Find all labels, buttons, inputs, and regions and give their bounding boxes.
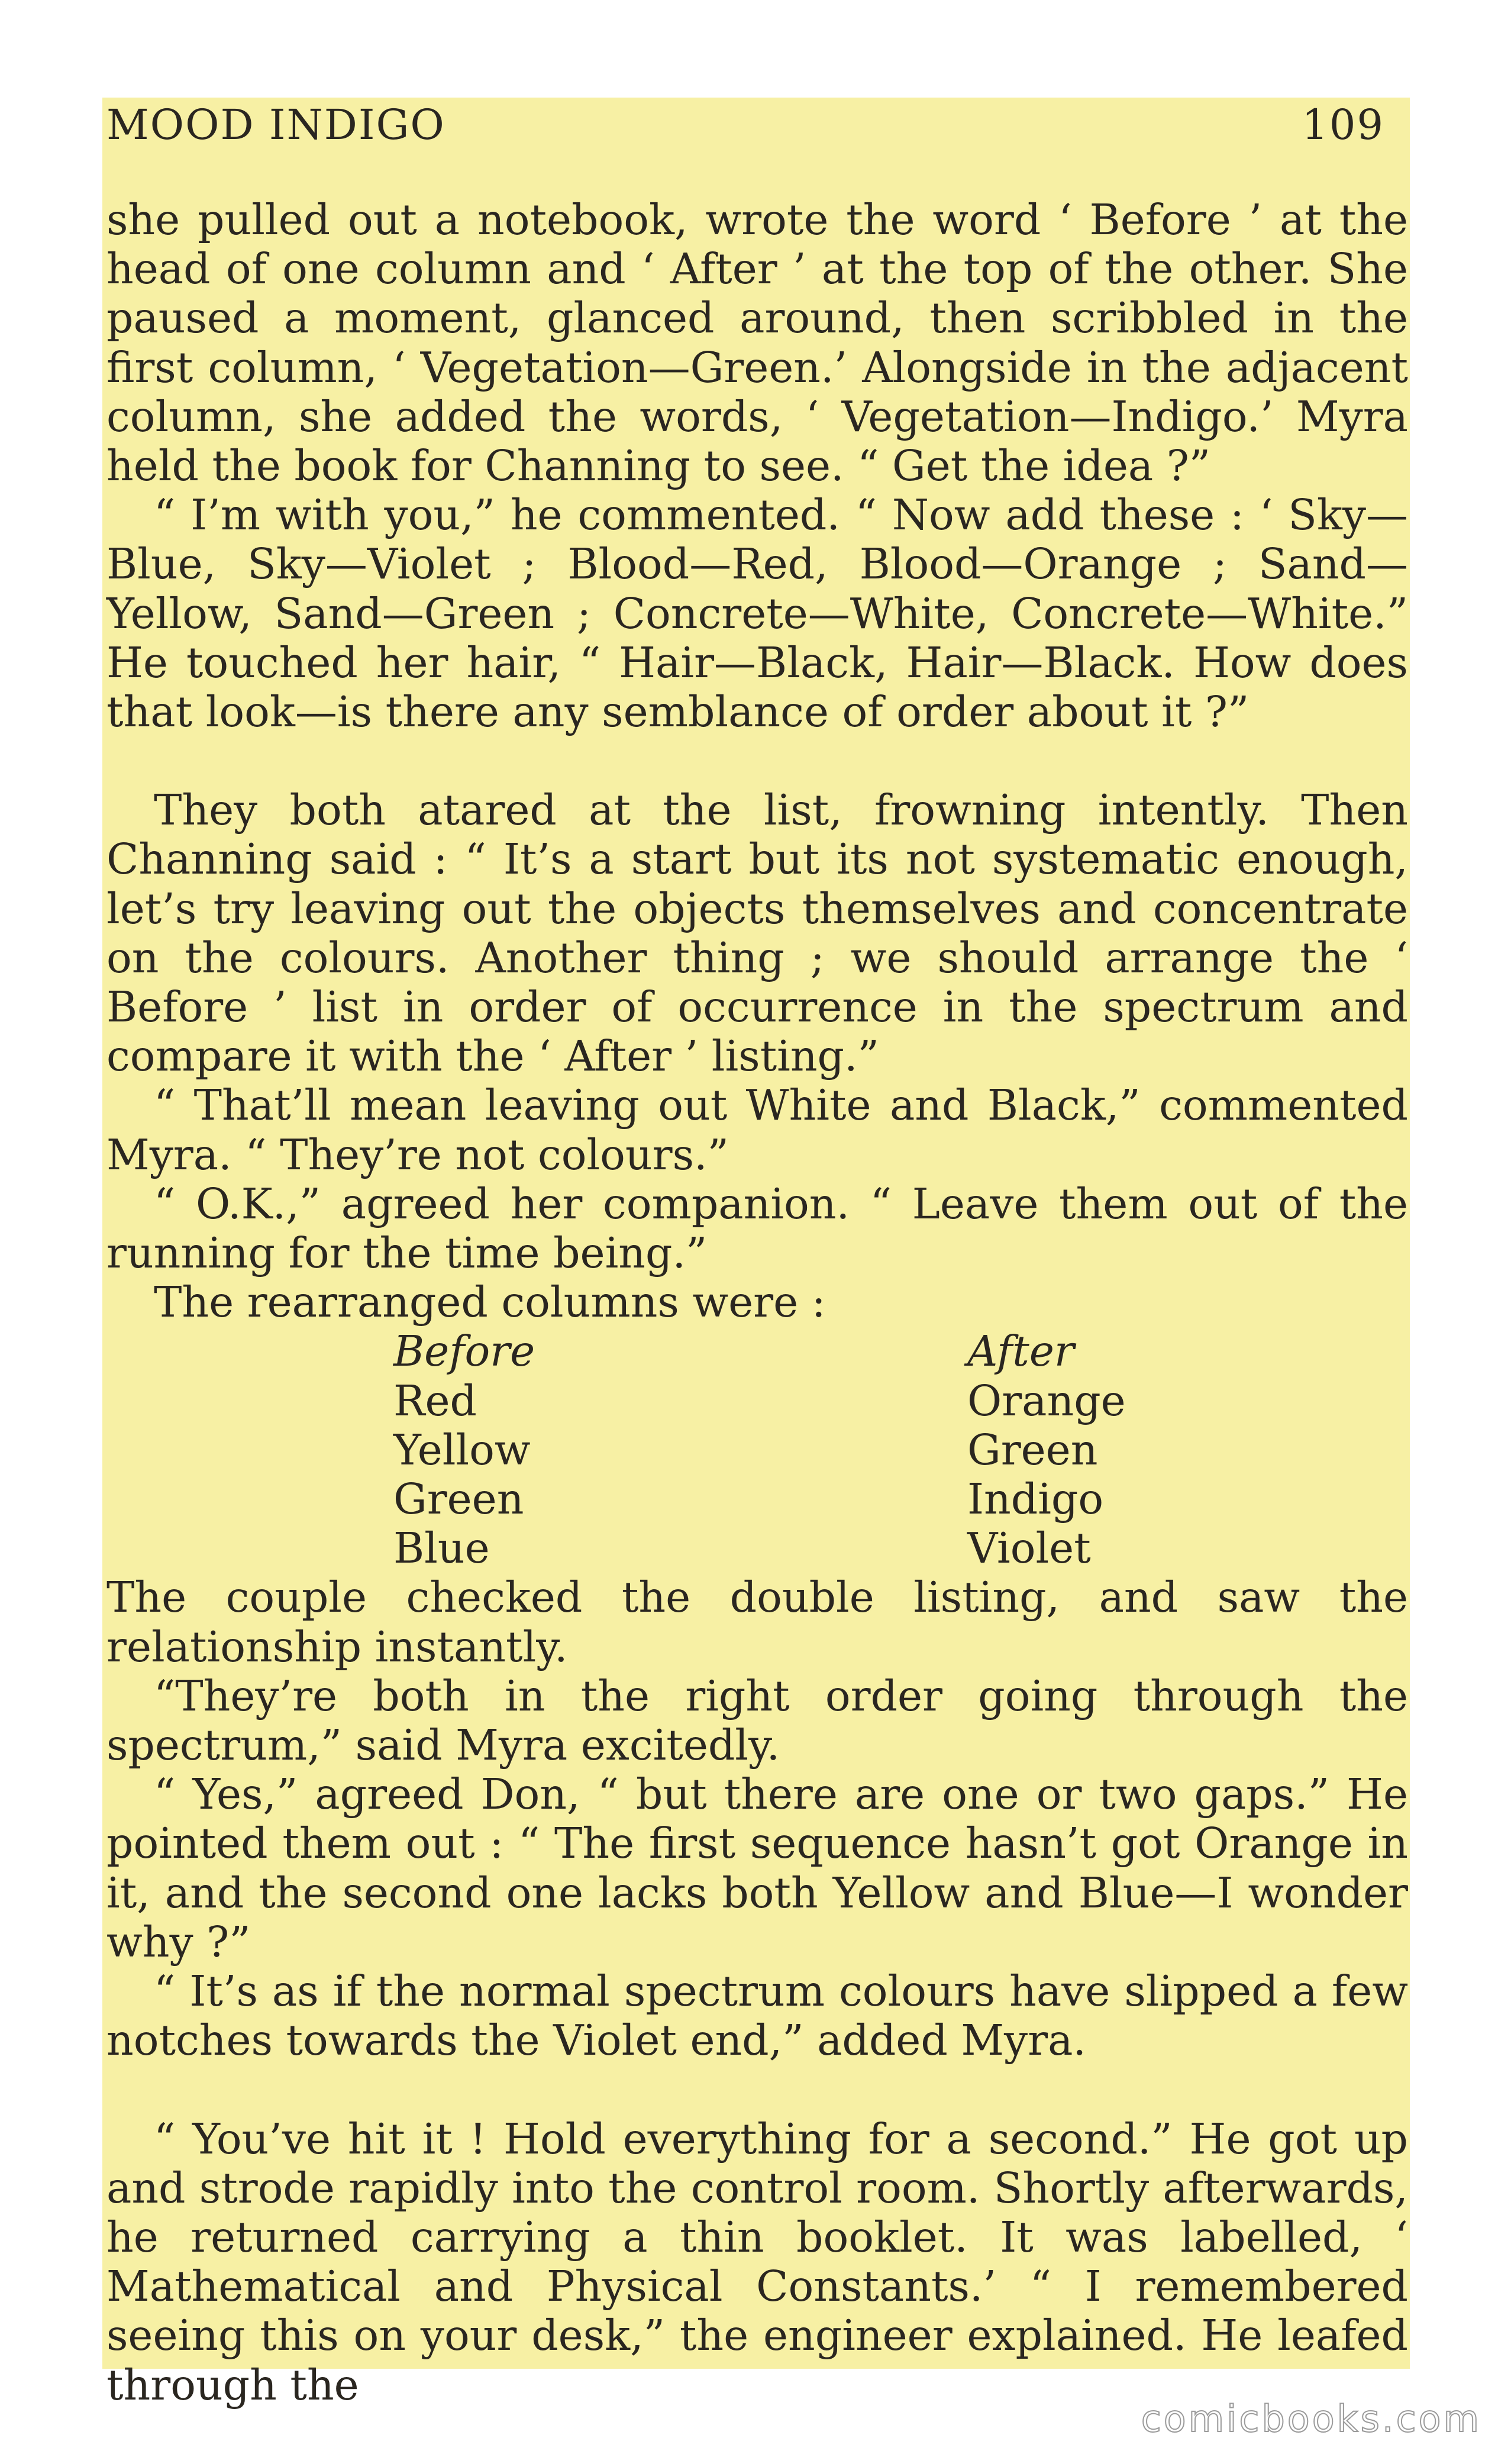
after-item: Violet [967, 1524, 1091, 1573]
paragraph: she pulled out a notebook, wrote the word ‘ Before ’ at the head of one column and ‘ After ’ at the top of the other. She paused a moment, glanced around, then scribbled in the first column, ‘ Vegetation—Green.’ Alongside in the adjacent column, she added the words, ‘ Vegetation—Indigo.’ Myra held the book for Channing to see. “ Get the idea ?” [106, 195, 1408, 491]
before-item: Yellow [393, 1425, 531, 1474]
chapter-title: MOOD INDIGO [106, 101, 445, 149]
paragraph: “ O.K.,” agreed her companion. “ Leave them out of the running for the time being.” [106, 1179, 1408, 1278]
after-item: Orange [967, 1376, 1126, 1425]
paragraph: They both atared at the list, frowning intently. Then Channing said : “ It’s a start but its not systematic enough, let’s try leaving out the objects themselves and concentrate on the colours. Another thing ; we should arrange the ‘ Before ’ list in order of occurrence in the spectrum and compare it with the ‘ After ’ listing.” [106, 785, 1408, 1081]
paragraph: “They’re both in the right order going through the spectrum,” said Myra excitedly. [106, 1671, 1408, 1770]
paragraph: “ That’ll mean leaving out White and Black,” commented Myra. “ They’re not colours.” [106, 1081, 1408, 1179]
before-column [393, 1327, 535, 1573]
watermark: comicbooks.com [1141, 2397, 1481, 2440]
paragraph: The couple checked the double listing, and saw the relationship instantly. [106, 1573, 1408, 1671]
color-columns [106, 1327, 1408, 1573]
before-item: Red [393, 1376, 477, 1425]
paragraph: “ You’ve hit it ! Hold everything for a second.” He got up and strode rapidly into the control room. Shortly afterwards, he returned carrying a thin booklet. It was labelled, ‘ Mathematical and Physical Constants.’ “ I remembered seeing this on your desk,” the engineer explained. He leafed through the [106, 2114, 1408, 2410]
after-item: Green [967, 1425, 1098, 1474]
after-column [967, 1327, 1126, 1573]
before-item: Green [393, 1474, 524, 1524]
paragraph: “ Yes,” agreed Don, “ but there are one or two gaps.” He pointed them out : “ The first sequence hasn’t got Orange in it, and the second one lacks both Yellow and Blue—I wonder why ?” [106, 1770, 1408, 1967]
paragraph: “ I’m with you,” he commented. “ Now add these : ‘ Sky—Blue, Sky—Violet ; Blood—Red, Blood—Orange ; Sand—Yellow, Sand—Green ; Concrete—White, Concrete—White.” He touched her hair, “ Hair—Black, Hair—Black. How does that look—is there any semblance of order about it ?” [106, 490, 1408, 737]
after-heading: After [967, 1327, 1074, 1376]
before-heading: Before [393, 1327, 535, 1376]
page-number: 109 [1302, 101, 1384, 149]
after-item: Indigo [967, 1474, 1104, 1524]
running-header [106, 101, 1396, 154]
paragraph: “ It’s as if the normal spectrum colours have slipped a few notches towards the Violet end,” added Myra. [106, 1967, 1408, 2065]
paragraph: The rearranged columns were : [154, 1278, 826, 1327]
before-item: Blue [393, 1524, 490, 1573]
body-text [106, 195, 1408, 2410]
